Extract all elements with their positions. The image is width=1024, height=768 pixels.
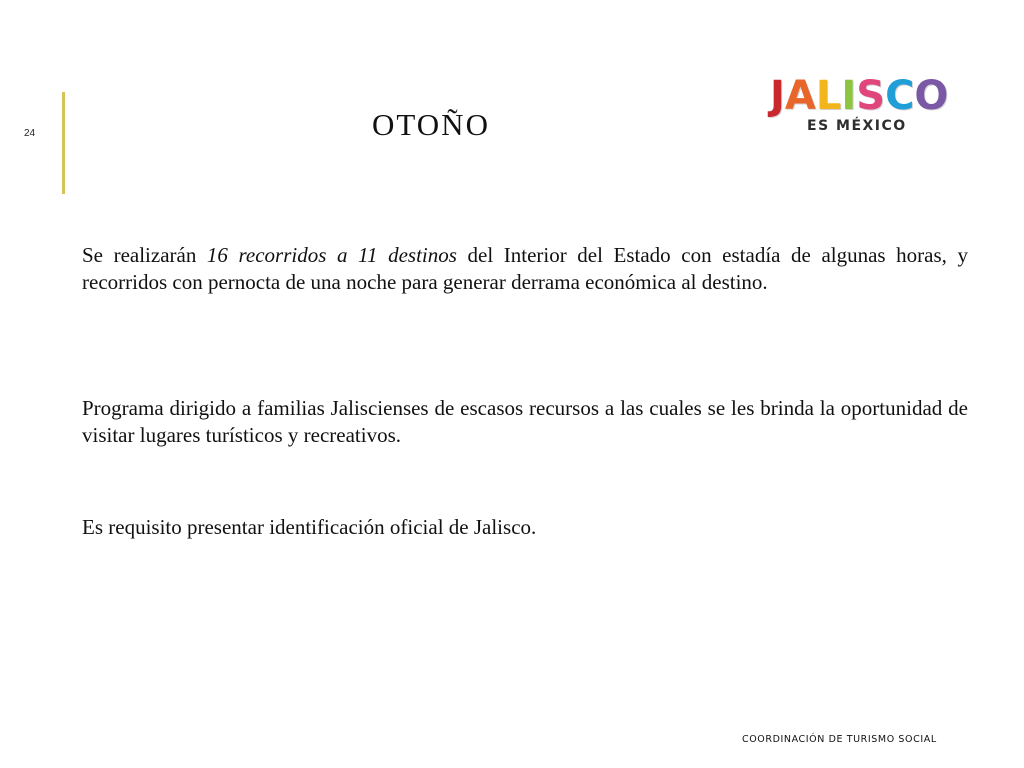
paragraph-requirement: Es requisito presentar identificación oficial de Jalisco. [82, 515, 537, 539]
logo-letter: C [885, 73, 915, 119]
logo-letter: I [841, 73, 857, 119]
paragraph-program: Programa dirigido a familias Jaliscienses de escasos recursos a las cuales se les brinda la oportunidad de visitar lugares turísticos y recreativos. [82, 396, 968, 447]
page-number: 24 [24, 128, 36, 139]
paragraph-tours [82, 242, 968, 296]
logo-letter: J [770, 73, 785, 119]
footer-text: COORDINACIÓN DE TURISMO SOCIAL [742, 734, 937, 745]
logo-subtitle: ES MÉXICO [807, 118, 907, 134]
slide-title: OTOÑO [372, 107, 490, 142]
paragraph-tours-emphasis: 16 recorridos a 11 destinos [206, 243, 457, 267]
logo-letter: A [784, 73, 816, 119]
logo-letter: L [815, 73, 842, 119]
logo-letter: O [914, 73, 949, 119]
logo-wordmark [770, 73, 949, 119]
paragraph-tours-end: del Interior del Estado con estadía de algunas horas, y recorridos con pernocta de una noche para generar derrama económica al destino. [82, 243, 968, 294]
jalisco-logo [770, 73, 949, 144]
logo-letter: S [856, 73, 886, 119]
paragraph-tours-start: Se realizarán [82, 243, 207, 267]
